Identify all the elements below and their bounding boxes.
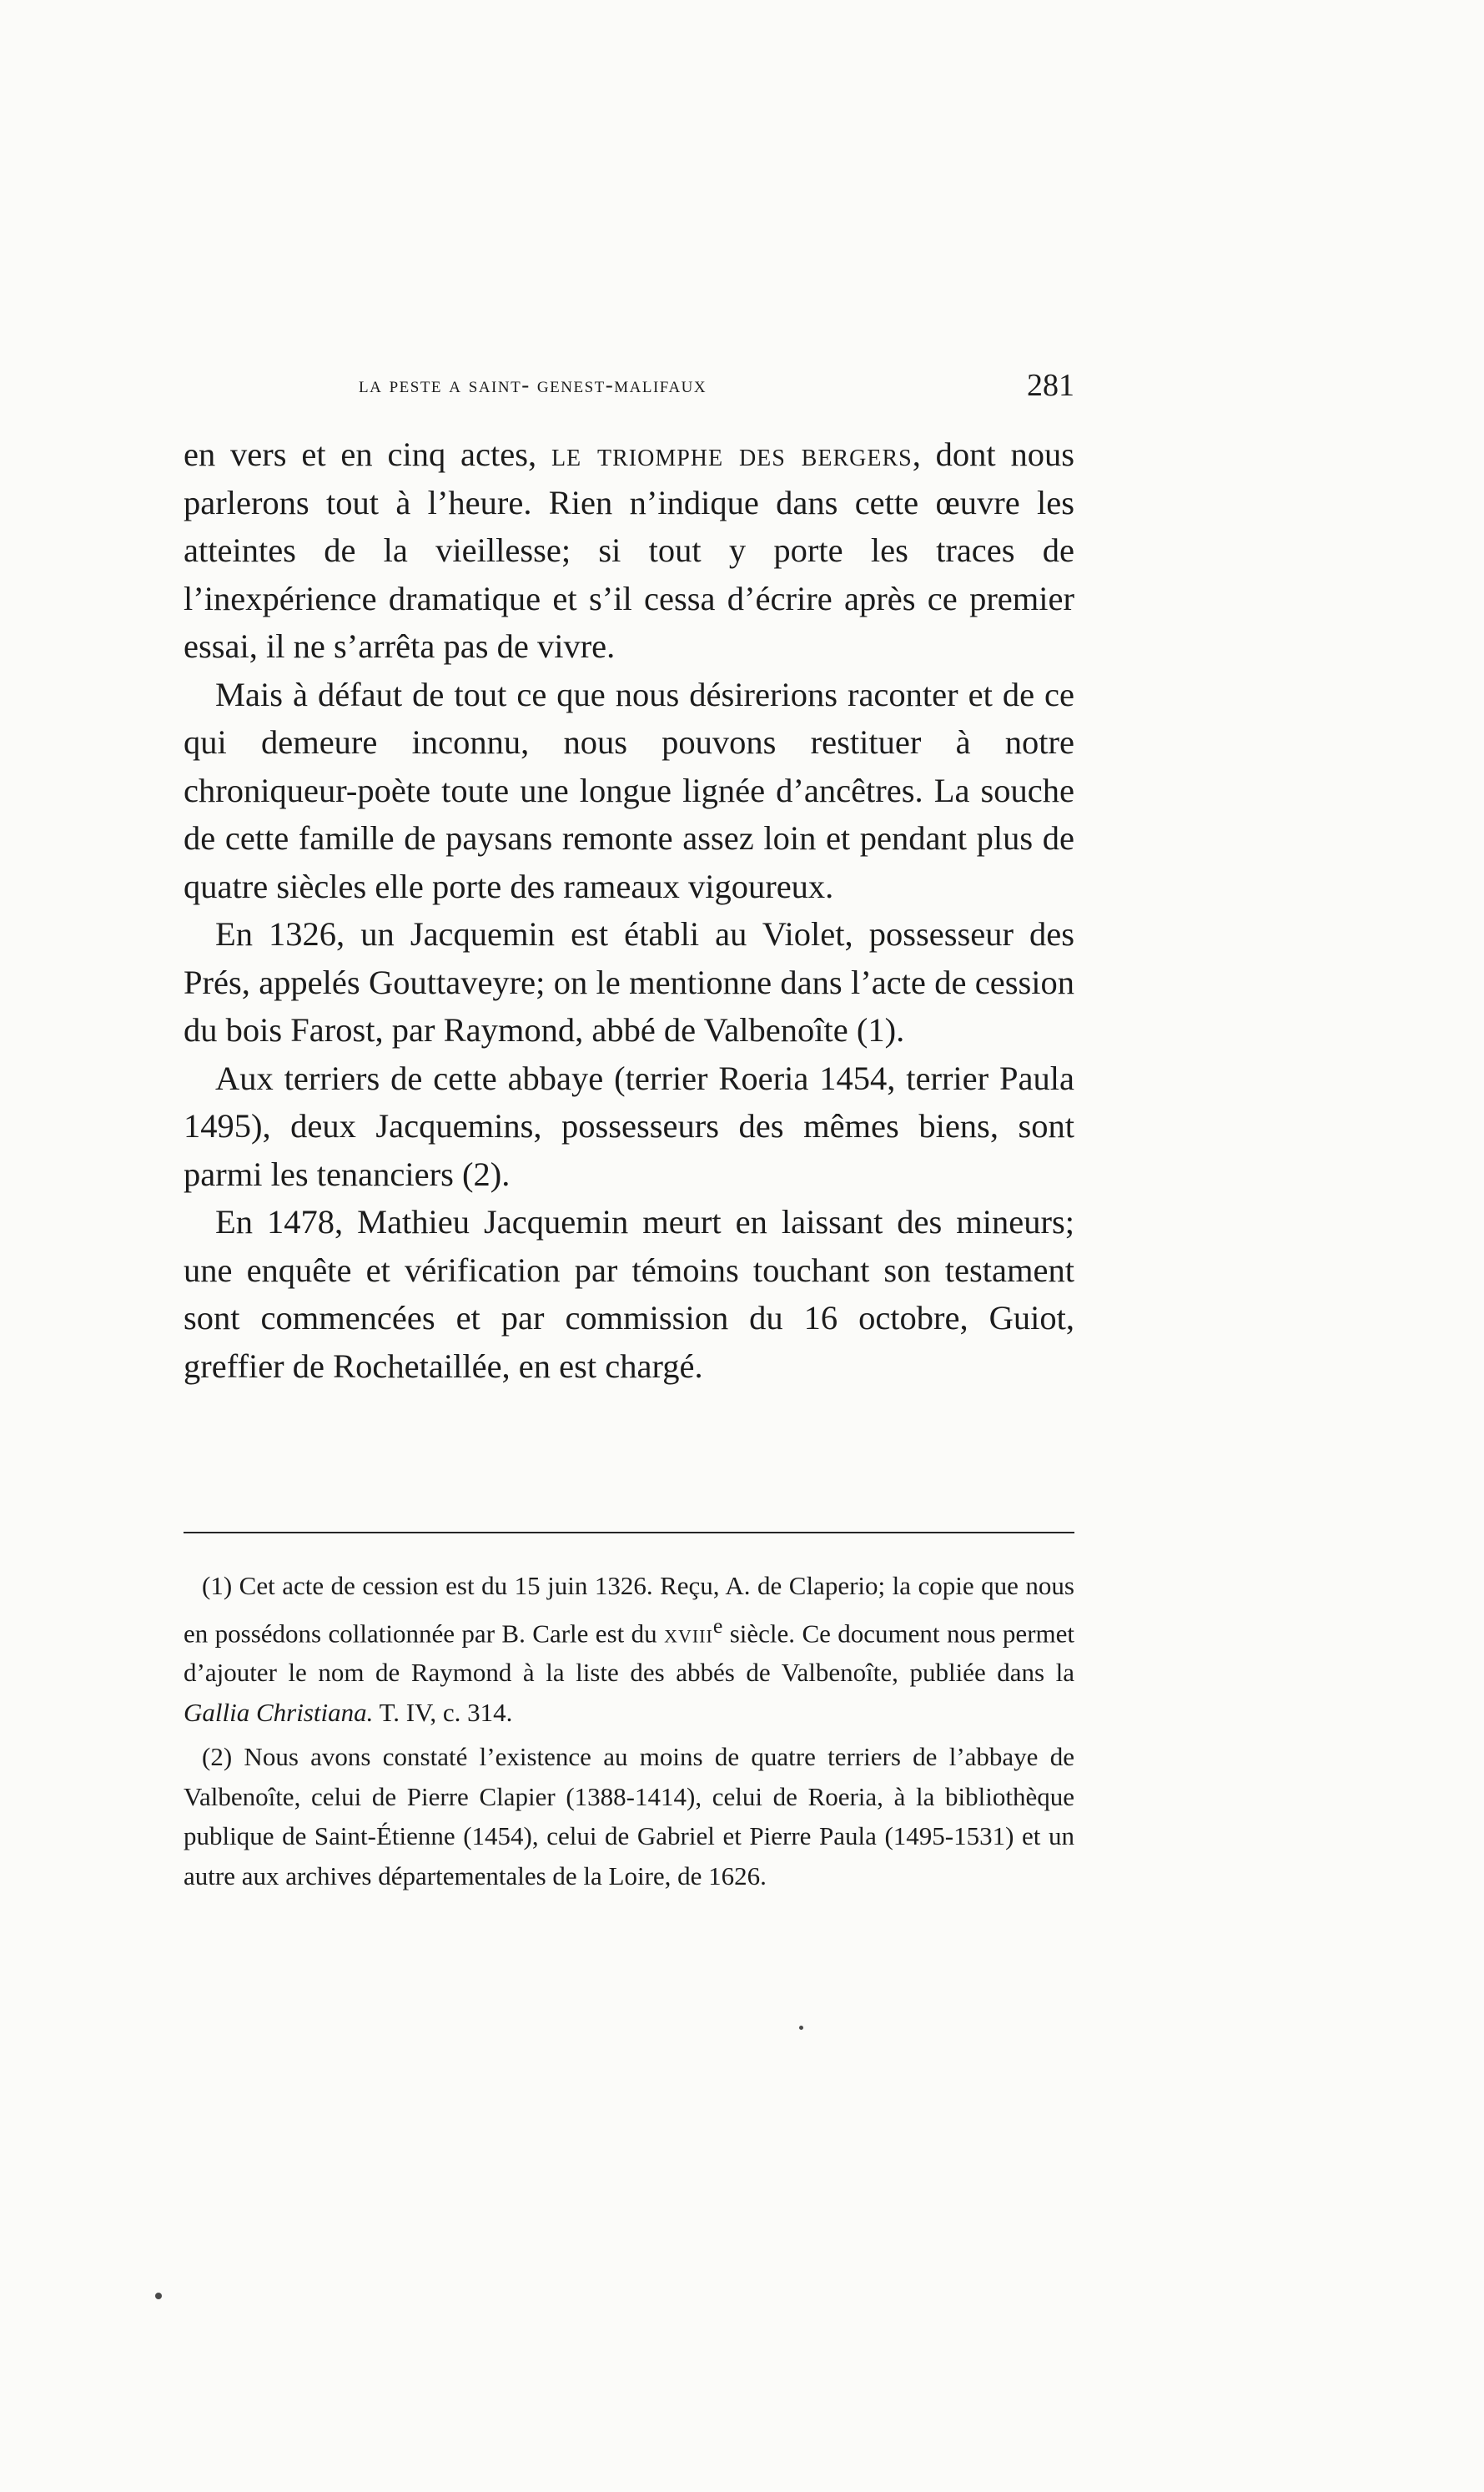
century-suffix: e [712,1613,723,1638]
footnote-1-start: (1) Cet acte de cession est du 15 juin 1326. Reçu, A. de Claperio; la copie que nous en possédons collationnée par B. Carle est du [184,1571,1074,1648]
print-speck [799,2026,803,2030]
footnote-1-middle: siècle. Ce document nous permet d’ajouter le nom de Raymond à la liste des abbés de Valbenoîte, publiée dans la [184,1618,1074,1688]
paragraph-1-rest: , dont nous parlerons tout à l’heure. Rien n’indique dans cette œuvre les atteintes de la vieillesse; si tout y porte les traces de l’inexpérience dramatique et s’il cessa d’écrire après ce premier essai, il ne s’arrêta pas de vivre. [184,435,1075,665]
paragraph-1 [184,430,1074,671]
page-header [184,364,1074,414]
running-title: la peste a saint- genest-malifaux [359,372,707,397]
page-number: 281 [1027,368,1074,403]
footnote-1 [184,1566,1074,1732]
gallia-christiana-title: Gallia Christiana. [184,1697,374,1727]
paragraph-1-start: en vers et en cinq actes, [184,435,551,473]
paragraph-5: En 1478, Mathieu Jacquemin meurt en laissant des mineurs; une enquête et vérification par témoins touchant son testament sont commencées et par commission du 16 octobre, Guiot, greffier de Rochetaillée, en est chargé. [184,1203,1074,1385]
play-title: le triomphe des bergers [551,435,913,473]
paragraph-2: Mais à défaut de tout ce que nous désirerions raconter et de ce qui demeure inconnu, nous pouvons restituer à notre chroniqueur-poète toute une longue lignée d’ancêtres. La souche de cette famille de paysans remonte assez loin et pendant plus de quatre siècles elle porte des rameaux vigoureux. [184,675,1074,905]
paragraph-4: Aux terriers de cette abbaye (terrier Roeria 1454, terrier Paula 1495), deux Jacquemins, possesseurs des mêmes biens, sont parmi les tenanciers (2). [184,1059,1074,1193]
footnotes [184,1566,1074,1900]
footnote-separator [184,1532,1074,1533]
footnote-1-end: T. IV, c. 314. [373,1697,513,1727]
paragraph-3: En 1326, un Jacquemin est établi au Violet, possesseur des Prés, appelés Gouttaveyre; on le mentionne dans l’acte de cession du bois Farost, par Raymond, abbé de Valbenoîte (1). [184,915,1074,1049]
main-text [184,430,1074,1390]
century-numeral: xviii [664,1618,713,1648]
print-speck [155,2293,162,2299]
footnote-2: (2) Nous avons constaté l’existence au moins de quatre terriers de l’abbaye de Valbenoîte, celui de Pierre Clapier (1388-1414), celui de Roeria, à la bibliothèque publique de Saint-Étienne (1454), celui de Gabriel et Pierre Paula (1495-1531) et un autre aux archives départementales de la Loire, de 1626. [184,1742,1074,1890]
